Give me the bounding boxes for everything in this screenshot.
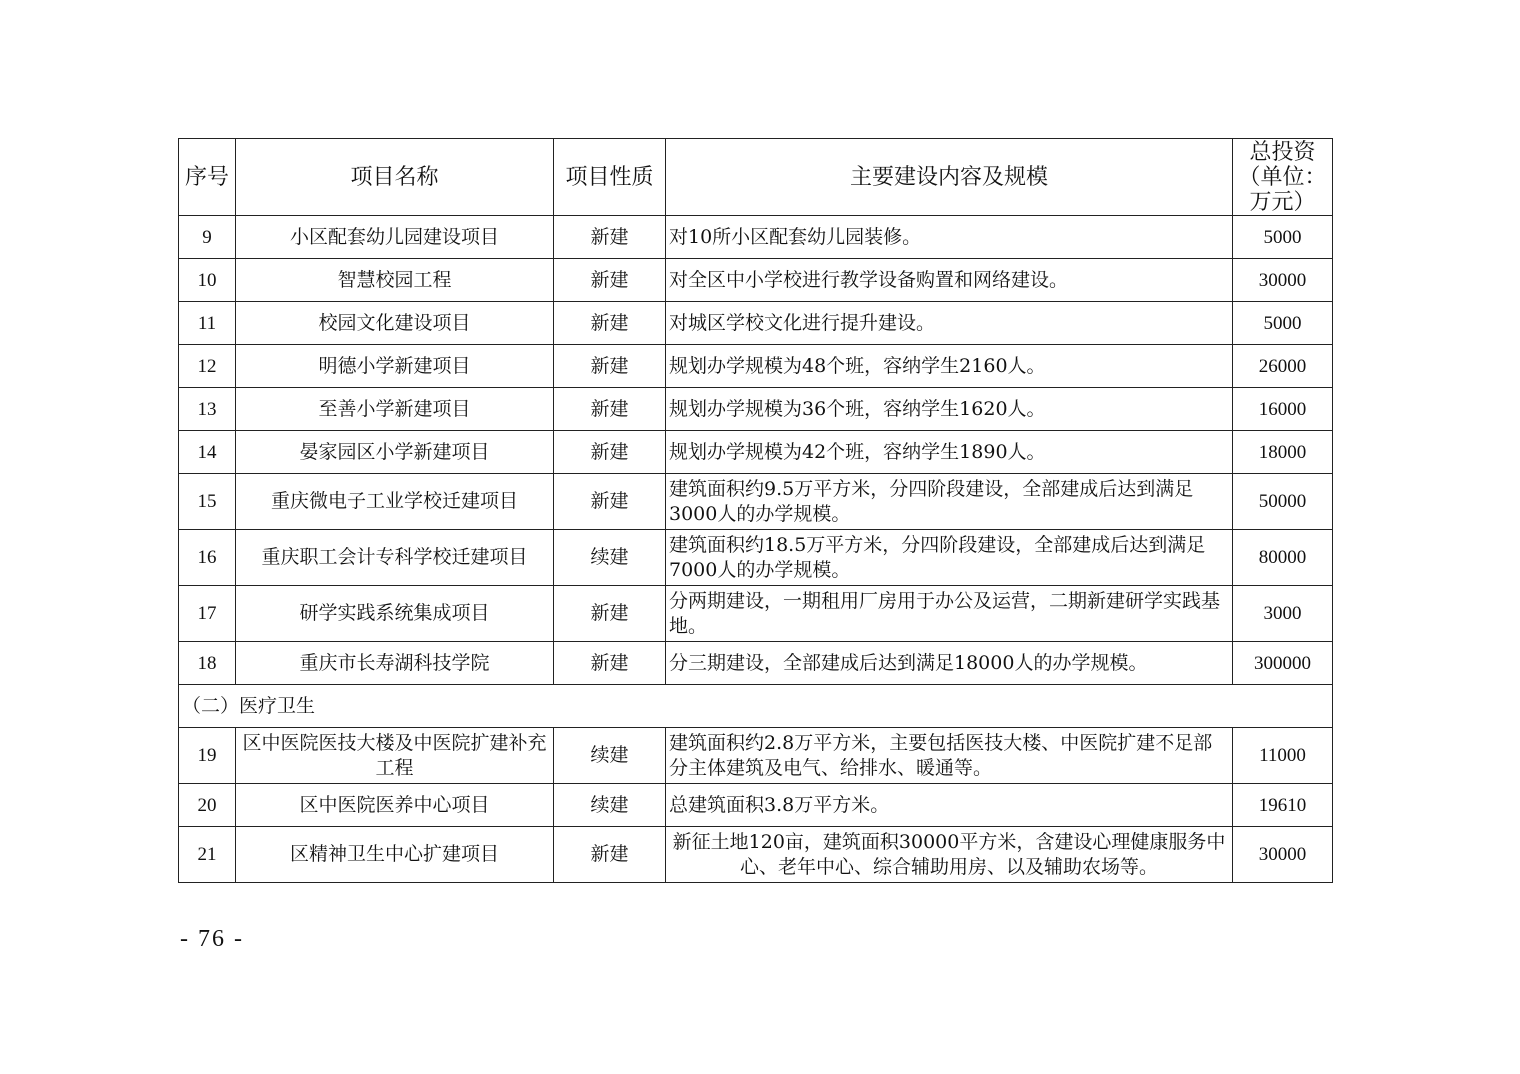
header-content: 主要建设内容及规模 xyxy=(666,139,1233,216)
cell-seq: 18 xyxy=(179,642,236,685)
cell-name: 重庆市长寿湖科技学院 xyxy=(236,642,554,685)
cell-seq: 9 xyxy=(179,216,236,259)
cell-nature: 新建 xyxy=(554,431,666,474)
table-row xyxy=(179,784,1333,827)
project-table xyxy=(178,138,1333,883)
cell-investment: 19610 xyxy=(1233,784,1333,827)
cell-nature: 新建 xyxy=(554,216,666,259)
cell-seq: 12 xyxy=(179,345,236,388)
cell-content: 对城区学校文化进行提升建设。 xyxy=(666,302,1233,345)
cell-content: 规划办学规模为36个班，容纳学生1620人。 xyxy=(666,388,1233,431)
cell-investment: 3000 xyxy=(1233,586,1333,642)
cell-nature: 新建 xyxy=(554,474,666,530)
cell-investment: 26000 xyxy=(1233,345,1333,388)
cell-nature: 新建 xyxy=(554,259,666,302)
cell-content: 分两期建设，一期租用厂房用于办公及运营，二期新建研学实践基地。 xyxy=(666,586,1233,642)
table-row xyxy=(179,302,1333,345)
cell-name: 重庆职工会计专科学校迁建项目 xyxy=(236,530,554,586)
cell-content: 总建筑面积3.8万平方米。 xyxy=(666,784,1233,827)
table-header-row xyxy=(179,139,1333,216)
cell-name: 校园文化建设项目 xyxy=(236,302,554,345)
cell-name: 重庆微电子工业学校迁建项目 xyxy=(236,474,554,530)
cell-seq: 10 xyxy=(179,259,236,302)
table-row xyxy=(179,530,1333,586)
cell-name: 明德小学新建项目 xyxy=(236,345,554,388)
cell-seq: 19 xyxy=(179,728,236,784)
cell-content: 规划办学规模为48个班，容纳学生2160人。 xyxy=(666,345,1233,388)
cell-seq: 11 xyxy=(179,302,236,345)
cell-seq: 16 xyxy=(179,530,236,586)
cell-nature: 新建 xyxy=(554,827,666,883)
header-investment: 总投资（单位：万元） xyxy=(1233,139,1333,216)
cell-seq: 15 xyxy=(179,474,236,530)
cell-investment: 80000 xyxy=(1233,530,1333,586)
cell-seq: 14 xyxy=(179,431,236,474)
cell-name: 至善小学新建项目 xyxy=(236,388,554,431)
cell-investment: 16000 xyxy=(1233,388,1333,431)
cell-nature: 续建 xyxy=(554,728,666,784)
cell-investment: 300000 xyxy=(1233,642,1333,685)
cell-content: 分三期建设，全部建成后达到满足18000人的办学规模。 xyxy=(666,642,1233,685)
table-row xyxy=(179,827,1333,883)
header-name: 项目名称 xyxy=(236,139,554,216)
cell-name: 晏家园区小学新建项目 xyxy=(236,431,554,474)
cell-content: 建筑面积约18.5万平方米，分四阶段建设，全部建成后达到满足7000人的办学规模。 xyxy=(666,530,1233,586)
cell-investment: 5000 xyxy=(1233,216,1333,259)
cell-content: 对全区中小学校进行教学设备购置和网络建设。 xyxy=(666,259,1233,302)
cell-nature: 新建 xyxy=(554,642,666,685)
cell-seq: 21 xyxy=(179,827,236,883)
header-nature: 项目性质 xyxy=(554,139,666,216)
cell-nature: 新建 xyxy=(554,302,666,345)
cell-name: 研学实践系统集成项目 xyxy=(236,586,554,642)
cell-investment: 11000 xyxy=(1233,728,1333,784)
cell-content: 新征土地120亩，建筑面积30000平方米，含建设心理健康服务中心、老年中心、综合辅助用房、以及辅助农场等。 xyxy=(666,827,1233,883)
page-number: - 76 - xyxy=(180,926,244,952)
cell-content: 建筑面积约9.5万平方米，分四阶段建设，全部建成后达到满足3000人的办学规模。 xyxy=(666,474,1233,530)
table-row xyxy=(179,474,1333,530)
table-row xyxy=(179,431,1333,474)
cell-name: 小区配套幼儿园建设项目 xyxy=(236,216,554,259)
cell-nature: 续建 xyxy=(554,530,666,586)
table-row xyxy=(179,642,1333,685)
section-title: （二）医疗卫生 xyxy=(179,685,1333,728)
cell-name: 区中医院医技大楼及中医院扩建补充工程 xyxy=(236,728,554,784)
table-row xyxy=(179,586,1333,642)
cell-name: 智慧校园工程 xyxy=(236,259,554,302)
table-row xyxy=(179,345,1333,388)
cell-content: 规划办学规模为42个班，容纳学生1890人。 xyxy=(666,431,1233,474)
table-row xyxy=(179,388,1333,431)
cell-investment: 5000 xyxy=(1233,302,1333,345)
section-row xyxy=(179,685,1333,728)
cell-investment: 50000 xyxy=(1233,474,1333,530)
header-seq: 序号 xyxy=(179,139,236,216)
cell-investment: 18000 xyxy=(1233,431,1333,474)
cell-name: 区精神卫生中心扩建项目 xyxy=(236,827,554,883)
cell-seq: 17 xyxy=(179,586,236,642)
table-row xyxy=(179,216,1333,259)
cell-nature: 新建 xyxy=(554,388,666,431)
cell-name: 区中医院医养中心项目 xyxy=(236,784,554,827)
cell-content: 对10所小区配套幼儿园装修。 xyxy=(666,216,1233,259)
cell-investment: 30000 xyxy=(1233,259,1333,302)
cell-nature: 新建 xyxy=(554,586,666,642)
cell-nature: 续建 xyxy=(554,784,666,827)
table-row xyxy=(179,259,1333,302)
cell-seq: 20 xyxy=(179,784,236,827)
cell-content: 建筑面积约2.8万平方米，主要包括医技大楼、中医院扩建不足部分主体建筑及电气、给排水、暖通等。 xyxy=(666,728,1233,784)
cell-nature: 新建 xyxy=(554,345,666,388)
cell-seq: 13 xyxy=(179,388,236,431)
table-row xyxy=(179,728,1333,784)
cell-investment: 30000 xyxy=(1233,827,1333,883)
